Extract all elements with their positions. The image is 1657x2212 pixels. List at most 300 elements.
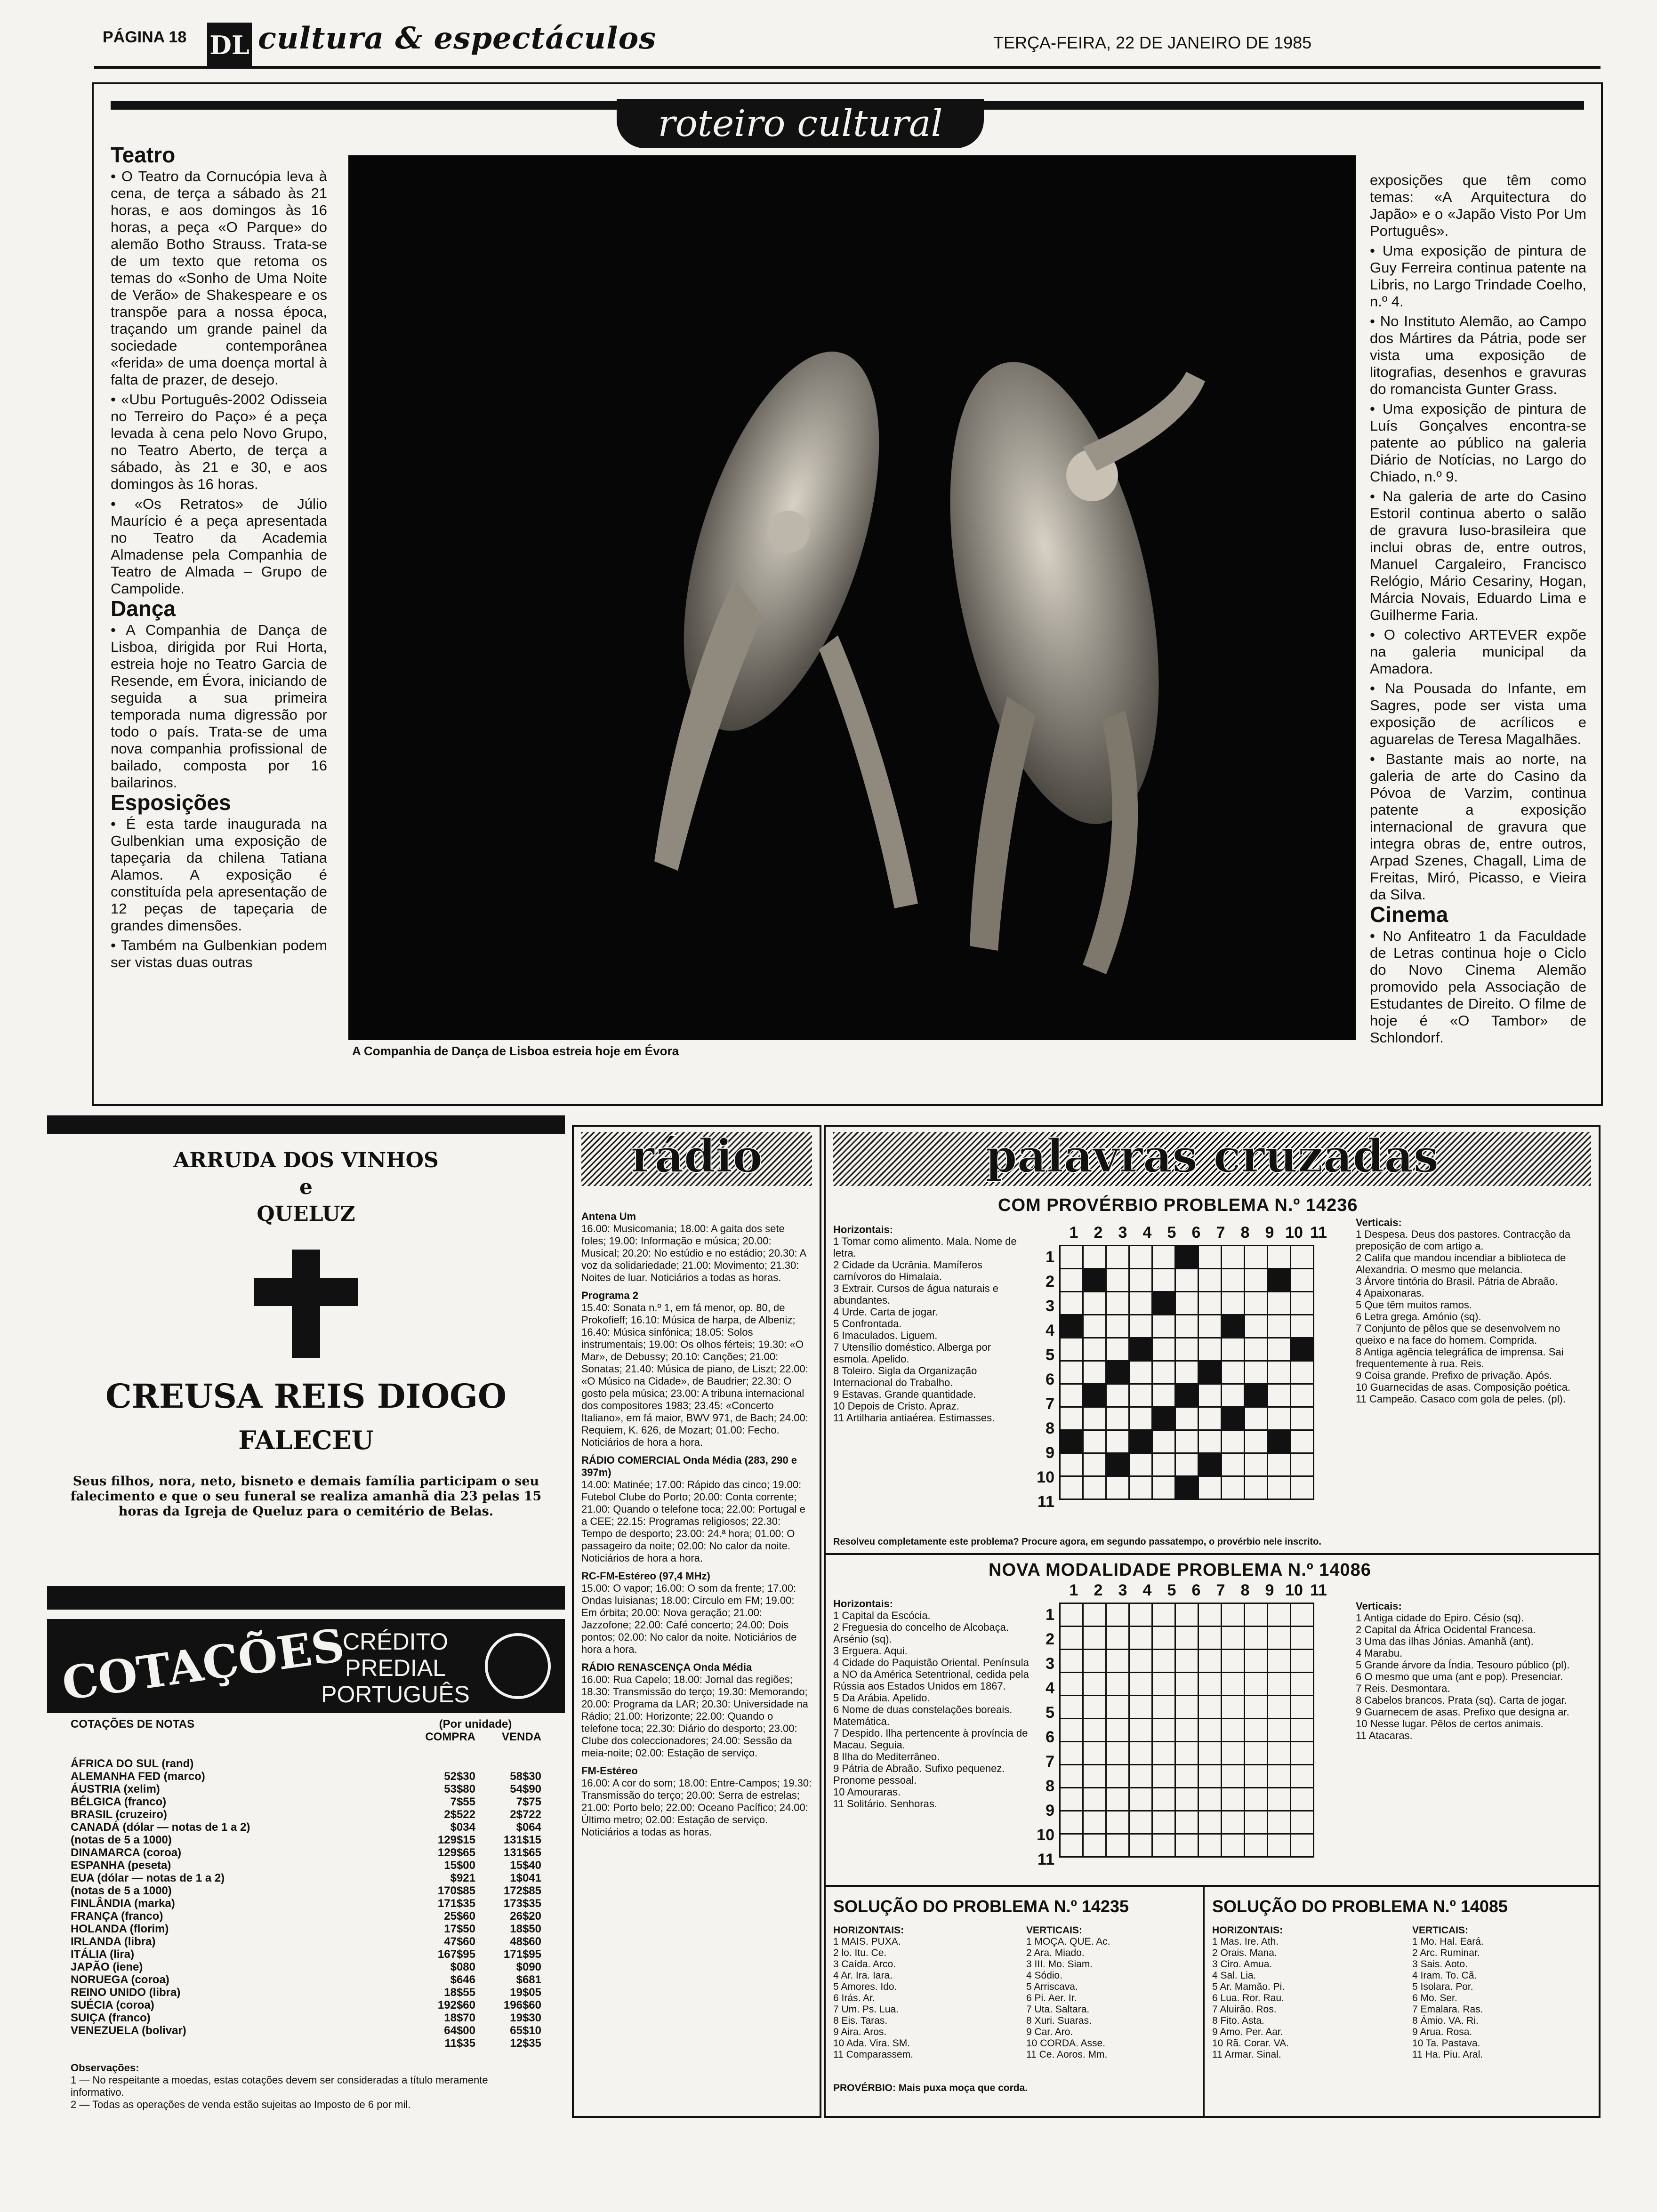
problem2-grid[interactable]	[1059, 1603, 1314, 1858]
station-schedule: 16.00: Musicomania; 18.00: A gaita dos sete foles; 19.00: Informação e música; 20.00: Musical; 20.20: No estúdio e no estádio; 20.30: A voz da solidariedade; 21.00: Movimento; 21.30: Noites de luar. Noticiários a todas as horas.	[581, 1223, 806, 1283]
grid-cell[interactable]	[1175, 1269, 1199, 1292]
grid-cell[interactable]	[1175, 1788, 1199, 1811]
newspaper-logo: DL	[207, 23, 252, 67]
grid-cell[interactable]	[1175, 1765, 1199, 1788]
grid-cell[interactable]	[1245, 1627, 1268, 1650]
grid-cell[interactable]	[1152, 1788, 1175, 1811]
grid-cell[interactable]	[1245, 1696, 1268, 1719]
cotacoes-row	[71, 1770, 541, 1783]
grid-cell[interactable]	[1222, 1742, 1245, 1765]
grid-cell[interactable]	[1222, 1834, 1245, 1857]
grid-cell[interactable]	[1199, 1476, 1222, 1499]
grid-cell[interactable]	[1199, 1673, 1222, 1696]
grid-cell[interactable]	[1291, 1811, 1314, 1834]
solution-entry: 3 Caída. Arco.	[833, 1959, 896, 1970]
grid-cell[interactable]	[1129, 1765, 1152, 1788]
clue: 2 Capital da África Ocidental Francesa.	[1356, 1624, 1536, 1635]
grid-cell[interactable]	[1268, 1696, 1291, 1719]
grid-cell[interactable]	[1175, 1453, 1199, 1476]
grid-cell[interactable]	[1106, 1292, 1129, 1315]
grid-cell[interactable]	[1291, 1603, 1314, 1627]
currency-name: (notas de 5 a 1000)	[71, 1834, 172, 1846]
grid-cell[interactable]	[1268, 1788, 1291, 1811]
grid-cell[interactable]	[1129, 1719, 1152, 1742]
grid-cell[interactable]	[1129, 1603, 1152, 1627]
grid-cell[interactable]	[1083, 1430, 1106, 1453]
grid-cell[interactable]	[1152, 1338, 1175, 1361]
grid-cell[interactable]	[1291, 1627, 1314, 1650]
grid-cell[interactable]	[1245, 1338, 1268, 1361]
grid-cell[interactable]	[1106, 1315, 1129, 1338]
grid-row	[1060, 1788, 1314, 1811]
grid-cell[interactable]	[1152, 1246, 1175, 1269]
grid-cell[interactable]	[1291, 1834, 1314, 1857]
grid-cell[interactable]	[1175, 1719, 1199, 1742]
grid-cell[interactable]	[1222, 1269, 1245, 1292]
grid-cell[interactable]	[1083, 1476, 1106, 1499]
grid-cell[interactable]	[1129, 1246, 1152, 1269]
grid-cell[interactable]	[1152, 1269, 1175, 1292]
grid-cell[interactable]	[1245, 1788, 1268, 1811]
grid-cell[interactable]	[1245, 1811, 1268, 1834]
grid-cell[interactable]	[1268, 1603, 1291, 1627]
grid-cell[interactable]	[1083, 1603, 1106, 1627]
grid-cell[interactable]	[1245, 1246, 1268, 1269]
grid-cell[interactable]	[1291, 1269, 1314, 1292]
grid-cell[interactable]	[1152, 1476, 1175, 1499]
exposicoes-paragraph: • Uma exposição de pintura de Guy Ferreira continua patente na Libris, no Largo Trindade Coelho, n.º 4.	[1370, 242, 1586, 310]
grid-cell[interactable]	[1175, 1603, 1199, 1627]
grid-cell[interactable]	[1129, 1834, 1152, 1857]
grid-cell[interactable]	[1060, 1788, 1083, 1811]
grid-cell[interactable]	[1245, 1603, 1268, 1627]
grid-cell[interactable]	[1245, 1292, 1268, 1315]
grid-cell[interactable]	[1291, 1361, 1314, 1384]
grid-cell[interactable]	[1152, 1650, 1175, 1673]
grid-cell[interactable]	[1060, 1742, 1083, 1765]
grid-row-number: 2	[1046, 1273, 1054, 1290]
buy-rate: 7$55	[450, 1795, 475, 1808]
grid-cell[interactable]	[1245, 1453, 1268, 1476]
grid-cell[interactable]	[1291, 1650, 1314, 1673]
grid-cell[interactable]	[1152, 1430, 1175, 1453]
grid-cell[interactable]	[1083, 1834, 1106, 1857]
grid-cell[interactable]	[1106, 1407, 1129, 1430]
clue: 3 Uma das ilhas Jónias. Amanhã (ant).	[1356, 1635, 1534, 1647]
currency-name: EUA (dólar — notas de 1 a 2)	[71, 1872, 225, 1884]
grid-cell[interactable]	[1199, 1834, 1222, 1857]
grid-cell[interactable]	[1222, 1246, 1245, 1269]
grid-cell[interactable]	[1199, 1338, 1222, 1361]
grid-cell[interactable]	[1060, 1696, 1083, 1719]
grid-black-cell	[1175, 1384, 1199, 1407]
grid-cell[interactable]	[1245, 1650, 1268, 1673]
grid-cell[interactable]	[1083, 1788, 1106, 1811]
grid-cell[interactable]	[1245, 1430, 1268, 1453]
grid-row	[1060, 1361, 1314, 1384]
grid-cell[interactable]	[1106, 1673, 1129, 1696]
grid-cell[interactable]	[1083, 1673, 1106, 1696]
grid-cell[interactable]	[1268, 1650, 1291, 1673]
grid-cell[interactable]	[1083, 1650, 1106, 1673]
problem1-horizontal-list	[833, 1235, 1026, 1424]
grid-cell[interactable]	[1175, 1292, 1199, 1315]
solution-entry: 2 Orais. Mana.	[1212, 1948, 1277, 1958]
grid-row	[1060, 1315, 1314, 1338]
grid-row-number: 7	[1046, 1395, 1054, 1413]
grid-cell[interactable]	[1268, 1811, 1291, 1834]
grid-cell[interactable]	[1083, 1696, 1106, 1719]
grid-cell[interactable]	[1245, 1834, 1268, 1857]
grid-cell[interactable]	[1175, 1627, 1199, 1650]
grid-cell[interactable]	[1222, 1673, 1245, 1696]
grid-cell[interactable]	[1129, 1650, 1152, 1673]
grid-cell[interactable]	[1106, 1603, 1129, 1627]
clue: 1 Despesa. Deus dos pastores. Contracção da preposição de com artigo a.	[1356, 1228, 1571, 1252]
grid-cell[interactable]	[1083, 1627, 1106, 1650]
grid-cell[interactable]	[1222, 1384, 1245, 1407]
grid-cell[interactable]	[1291, 1453, 1314, 1476]
grid-cell[interactable]	[1291, 1719, 1314, 1742]
grid-cell[interactable]	[1129, 1292, 1152, 1315]
grid-cell[interactable]	[1291, 1476, 1314, 1499]
grid-cell[interactable]	[1175, 1673, 1199, 1696]
grid-cell[interactable]	[1175, 1315, 1199, 1338]
grid-cell[interactable]	[1129, 1315, 1152, 1338]
grid-cell[interactable]	[1291, 1315, 1314, 1338]
grid-cell[interactable]	[1152, 1315, 1175, 1338]
grid-cell[interactable]	[1268, 1292, 1291, 1315]
problem2-row-numbers	[1036, 1603, 1054, 1872]
grid-cell[interactable]	[1129, 1384, 1152, 1407]
grid-cell[interactable]	[1222, 1361, 1245, 1384]
grid-cell[interactable]	[1060, 1834, 1083, 1857]
grid-cell[interactable]	[1129, 1269, 1152, 1292]
grid-cell[interactable]	[1083, 1407, 1106, 1430]
cotacoes-notes	[71, 2062, 541, 2111]
grid-cell[interactable]	[1222, 1788, 1245, 1811]
grid-cell[interactable]	[1222, 1650, 1245, 1673]
grid-cell[interactable]	[1175, 1407, 1199, 1430]
grid-cell[interactable]	[1222, 1811, 1245, 1834]
grid-cell[interactable]	[1060, 1292, 1083, 1315]
grid-cell[interactable]	[1175, 1811, 1199, 1834]
grid-cell[interactable]	[1222, 1453, 1245, 1476]
grid-cell[interactable]	[1268, 1315, 1291, 1338]
sell-rate: 18$50	[510, 1923, 541, 1935]
solution2-horizontal	[1212, 1925, 1400, 2060]
grid-cell[interactable]	[1083, 1315, 1106, 1338]
grid-cell[interactable]	[1199, 1650, 1222, 1673]
sell-rate: 196$60	[503, 1999, 541, 2012]
grid-cell[interactable]	[1222, 1765, 1245, 1788]
grid-cell[interactable]	[1291, 1765, 1314, 1788]
grid-cell[interactable]	[1106, 1696, 1129, 1719]
grid-cell[interactable]	[1083, 1742, 1106, 1765]
grid-cell[interactable]	[1152, 1384, 1175, 1407]
grid-cell[interactable]	[1291, 1407, 1314, 1430]
grid-cell[interactable]	[1245, 1742, 1268, 1765]
grid-cell[interactable]	[1175, 1361, 1199, 1384]
grid-cell[interactable]	[1268, 1742, 1291, 1765]
grid-cell[interactable]	[1060, 1269, 1083, 1292]
grid-cell[interactable]	[1106, 1246, 1129, 1269]
grid-cell[interactable]	[1106, 1650, 1129, 1673]
grid-cell[interactable]	[1245, 1765, 1268, 1788]
grid-cell[interactable]	[1222, 1292, 1245, 1315]
grid-cell[interactable]	[1106, 1719, 1129, 1742]
grid-cell[interactable]	[1268, 1834, 1291, 1857]
solution-entry: 7 Aluirão. Ros.	[1212, 2004, 1277, 2015]
grid-column-number: 7	[1216, 1224, 1225, 1242]
grid-cell[interactable]	[1152, 1811, 1175, 1834]
grid-cell[interactable]	[1060, 1673, 1083, 1696]
grid-cell[interactable]	[1083, 1361, 1106, 1384]
grid-cell[interactable]	[1291, 1430, 1314, 1453]
grid-cell[interactable]	[1245, 1407, 1268, 1430]
solution-entry: 5 Ar. Mamão. Pi.	[1212, 1981, 1285, 1992]
cotacoes-row	[71, 1935, 541, 1948]
grid-cell[interactable]	[1060, 1765, 1083, 1788]
grid-row	[1060, 1292, 1314, 1315]
grid-cell[interactable]	[1152, 1765, 1175, 1788]
grid-cell[interactable]	[1083, 1453, 1106, 1476]
grid-cell[interactable]	[1106, 1742, 1129, 1765]
solution-entry: 6 Irás. Ar.	[833, 1993, 875, 2004]
grid-cell[interactable]	[1060, 1338, 1083, 1361]
sell-rate: 65$10	[510, 2024, 541, 2037]
solution-entry: 7 Emalara. Ras.	[1412, 2004, 1483, 2015]
solution-entry: 6 Mo. Ser.	[1412, 1993, 1457, 2004]
grid-row	[1060, 1269, 1314, 1292]
grid-cell[interactable]	[1083, 1765, 1106, 1788]
buy-rate: 17$50	[444, 1923, 475, 1935]
grid-cell[interactable]	[1129, 1453, 1152, 1476]
grid-cell[interactable]	[1129, 1811, 1152, 1834]
grid-cell[interactable]	[1106, 1384, 1129, 1407]
grid-cell[interactable]	[1129, 1361, 1152, 1384]
grid-cell[interactable]	[1152, 1742, 1175, 1765]
solution-entry: 7 Uta. Saltara.	[1026, 2004, 1090, 2015]
grid-cell[interactable]	[1060, 1603, 1083, 1627]
grid-cell[interactable]	[1060, 1719, 1083, 1742]
grid-cell[interactable]	[1106, 1338, 1129, 1361]
currency-name: ALEMANHA FED (marco)	[71, 1770, 205, 1783]
grid-column-number: 10	[1285, 1224, 1303, 1242]
grid-row-number: 4	[1046, 1679, 1054, 1697]
grid-black-cell	[1268, 1430, 1291, 1453]
grid-cell[interactable]	[1199, 1765, 1222, 1788]
grid-cell[interactable]	[1060, 1627, 1083, 1650]
grid-cell[interactable]	[1245, 1476, 1268, 1499]
grid-cell[interactable]	[1222, 1719, 1245, 1742]
grid-cell[interactable]	[1106, 1834, 1129, 1857]
grid-cell[interactable]	[1268, 1476, 1291, 1499]
solution-entry: 3 Ciro. Amua.	[1212, 1959, 1272, 1970]
grid-cell[interactable]	[1152, 1627, 1175, 1650]
grid-cell[interactable]	[1291, 1742, 1314, 1765]
grid-cell[interactable]	[1199, 1292, 1222, 1315]
grid-row-number: 3	[1046, 1655, 1054, 1673]
grid-cell[interactable]	[1268, 1384, 1291, 1407]
grid-cell[interactable]	[1222, 1476, 1245, 1499]
grid-cell[interactable]	[1106, 1476, 1129, 1499]
grid-cell[interactable]	[1268, 1361, 1291, 1384]
grid-cell[interactable]	[1268, 1673, 1291, 1696]
grid-cell[interactable]	[1175, 1650, 1199, 1673]
grid-cell[interactable]	[1291, 1673, 1314, 1696]
grid-cell[interactable]	[1083, 1338, 1106, 1361]
grid-cell[interactable]	[1268, 1407, 1291, 1430]
grid-cell[interactable]	[1199, 1811, 1222, 1834]
grid-cell[interactable]	[1060, 1361, 1083, 1384]
grid-cell[interactable]	[1060, 1453, 1083, 1476]
grid-cell[interactable]	[1199, 1627, 1222, 1650]
grid-cell[interactable]	[1268, 1627, 1291, 1650]
grid-cell[interactable]	[1106, 1430, 1129, 1453]
grid-cell[interactable]	[1106, 1788, 1129, 1811]
grid-row	[1060, 1742, 1314, 1765]
solution2-horizontal-list	[1212, 1936, 1400, 2060]
grid-cell[interactable]	[1106, 1269, 1129, 1292]
solution-entry: 10 Rã. Corar. VA.	[1212, 2038, 1289, 2049]
sell-rate: 7$75	[516, 1795, 541, 1808]
grid-cell[interactable]	[1106, 1811, 1129, 1834]
grid-cell[interactable]	[1199, 1430, 1222, 1453]
grid-cell[interactable]	[1129, 1476, 1152, 1499]
grid-cell[interactable]	[1268, 1453, 1291, 1476]
teatro-paragraph: • «Os Retratos» de Júlio Maurício é a peça apresentada no Teatro da Academia Almadense pela Companhia de Teatro de Almada – Grupo de Campolide.	[111, 496, 327, 597]
grid-cell[interactable]	[1060, 1407, 1083, 1430]
grid-cell[interactable]	[1222, 1338, 1245, 1361]
grid-cell[interactable]	[1199, 1407, 1222, 1430]
cotacoes-row	[71, 1948, 541, 1961]
grid-cell[interactable]	[1222, 1627, 1245, 1650]
grid-cell[interactable]	[1291, 1246, 1314, 1269]
photo-caption: A Companhia de Dança de Lisboa estreia hoje em Évora	[352, 1044, 679, 1058]
cotacoes-table	[71, 1718, 541, 2111]
grid-cell[interactable]	[1129, 1742, 1152, 1765]
grid-row-number: 5	[1046, 1346, 1054, 1364]
cotacoes-note: 2 — Todas as operações de venda estão sujeitas ao Imposto de 6 por mil.	[71, 2099, 411, 2110]
grid-cell[interactable]	[1106, 1765, 1129, 1788]
grid-cell[interactable]	[1268, 1719, 1291, 1742]
grid-cell[interactable]	[1060, 1650, 1083, 1673]
grid-cell[interactable]	[1268, 1338, 1291, 1361]
problem1-grid[interactable]	[1059, 1245, 1314, 1500]
header-rule	[94, 66, 1601, 69]
buy-rate: $646	[450, 1973, 475, 1986]
grid-cell[interactable]	[1152, 1696, 1175, 1719]
grid-cell[interactable]	[1245, 1315, 1268, 1338]
grid-cell[interactable]	[1175, 1696, 1199, 1719]
grid-cell[interactable]	[1291, 1696, 1314, 1719]
grid-cell[interactable]	[1199, 1742, 1222, 1765]
grid-cell[interactable]	[1083, 1719, 1106, 1742]
grid-cell[interactable]	[1060, 1246, 1083, 1269]
grid-cell[interactable]	[1152, 1453, 1175, 1476]
grid-cell[interactable]	[1129, 1696, 1152, 1719]
solution-vertical-label: VERTICAIS:	[1412, 1925, 1469, 1936]
grid-cell[interactable]	[1152, 1719, 1175, 1742]
sell-rate	[475, 1757, 541, 1770]
grid-cell[interactable]	[1129, 1627, 1152, 1650]
clue: 7 Utensílio doméstico. Alberga por esmola. Apelido.	[833, 1341, 991, 1365]
grid-cell[interactable]	[1199, 1384, 1222, 1407]
obituary-place: QUELUZ	[257, 1202, 355, 1226]
grid-cell[interactable]	[1291, 1384, 1314, 1407]
grid-column-number: 9	[1265, 1224, 1274, 1242]
grid-cell[interactable]	[1222, 1603, 1245, 1627]
grid-cell[interactable]	[1199, 1696, 1222, 1719]
grid-black-cell	[1199, 1453, 1222, 1476]
grid-cell[interactable]	[1175, 1338, 1199, 1361]
grid-cell[interactable]	[1152, 1361, 1175, 1384]
grid-cell[interactable]	[1199, 1246, 1222, 1269]
grid-cell[interactable]	[1245, 1673, 1268, 1696]
cotacoes-row	[71, 1808, 541, 1821]
grid-cell[interactable]	[1129, 1673, 1152, 1696]
grid-cell[interactable]	[1199, 1315, 1222, 1338]
grid-cell[interactable]	[1129, 1788, 1152, 1811]
grid-cell[interactable]	[1245, 1719, 1268, 1742]
grid-cell[interactable]	[1152, 1673, 1175, 1696]
grid-cell[interactable]	[1106, 1627, 1129, 1650]
grid-cell[interactable]	[1175, 1834, 1199, 1857]
grid-cell[interactable]	[1083, 1811, 1106, 1834]
bank-name-line: PREDIAL	[345, 1655, 446, 1681]
currency-name: REINO UNIDO (libra)	[71, 1986, 181, 1999]
grid-cell[interactable]	[1222, 1696, 1245, 1719]
grid-cell[interactable]	[1152, 1834, 1175, 1857]
solution-entry: 11 Ha. Piu. Aral.	[1412, 2049, 1483, 2060]
grid-cell[interactable]	[1152, 1603, 1175, 1627]
grid-cell[interactable]	[1060, 1476, 1083, 1499]
grid-cell[interactable]	[1245, 1361, 1268, 1384]
grid-row-number: 6	[1046, 1370, 1054, 1388]
grid-cell[interactable]	[1245, 1269, 1268, 1292]
grid-row	[1060, 1407, 1314, 1430]
grid-column-number: 3	[1118, 1581, 1127, 1599]
grid-cell[interactable]	[1222, 1430, 1245, 1453]
grid-cell[interactable]	[1268, 1246, 1291, 1269]
grid-cell[interactable]	[1291, 1788, 1314, 1811]
buy-rate: 11$35	[444, 2037, 475, 2050]
grid-cell[interactable]	[1083, 1246, 1106, 1269]
grid-cell[interactable]	[1060, 1384, 1083, 1407]
grid-cell[interactable]	[1199, 1269, 1222, 1292]
teatro-paragraph: • O Teatro da Cornucópia leva à cena, de terça a sábado às 21 horas, e aos domingos às 16 horas, a peça «O Parque» do alemão Botho Strauss. Trata-se de um texto que retoma os temas do «Sonho de Uma Noite de Verão» de Shakespeare e os transpõe para a nossa época, traçando um grande painel da sociedade contemporânea «ferida» de uma doença mortal à falta de prazer, de desejo.	[111, 168, 327, 388]
grid-cell[interactable]	[1175, 1742, 1199, 1765]
grid-cell[interactable]	[1083, 1292, 1106, 1315]
currency-name: ESPANHA (peseta)	[71, 1859, 171, 1872]
currency-name: SUÉCIA (coroa)	[71, 1999, 154, 2012]
grid-column-number: 11	[1310, 1581, 1327, 1599]
grid-black-cell	[1083, 1384, 1106, 1407]
grid-cell[interactable]	[1129, 1407, 1152, 1430]
grid-cell[interactable]	[1199, 1719, 1222, 1742]
grid-cell[interactable]	[1060, 1811, 1083, 1834]
clue: 5 Da Arábia. Apelido.	[833, 1692, 930, 1704]
buy-rate: 15$00	[444, 1859, 475, 1872]
grid-cell[interactable]	[1175, 1430, 1199, 1453]
grid-cell[interactable]	[1199, 1788, 1222, 1811]
grid-cell[interactable]	[1268, 1765, 1291, 1788]
sell-rate: 131$65	[503, 1846, 541, 1859]
grid-row	[1060, 1673, 1314, 1696]
grid-cell[interactable]	[1291, 1292, 1314, 1315]
grid-cell[interactable]	[1199, 1603, 1222, 1627]
